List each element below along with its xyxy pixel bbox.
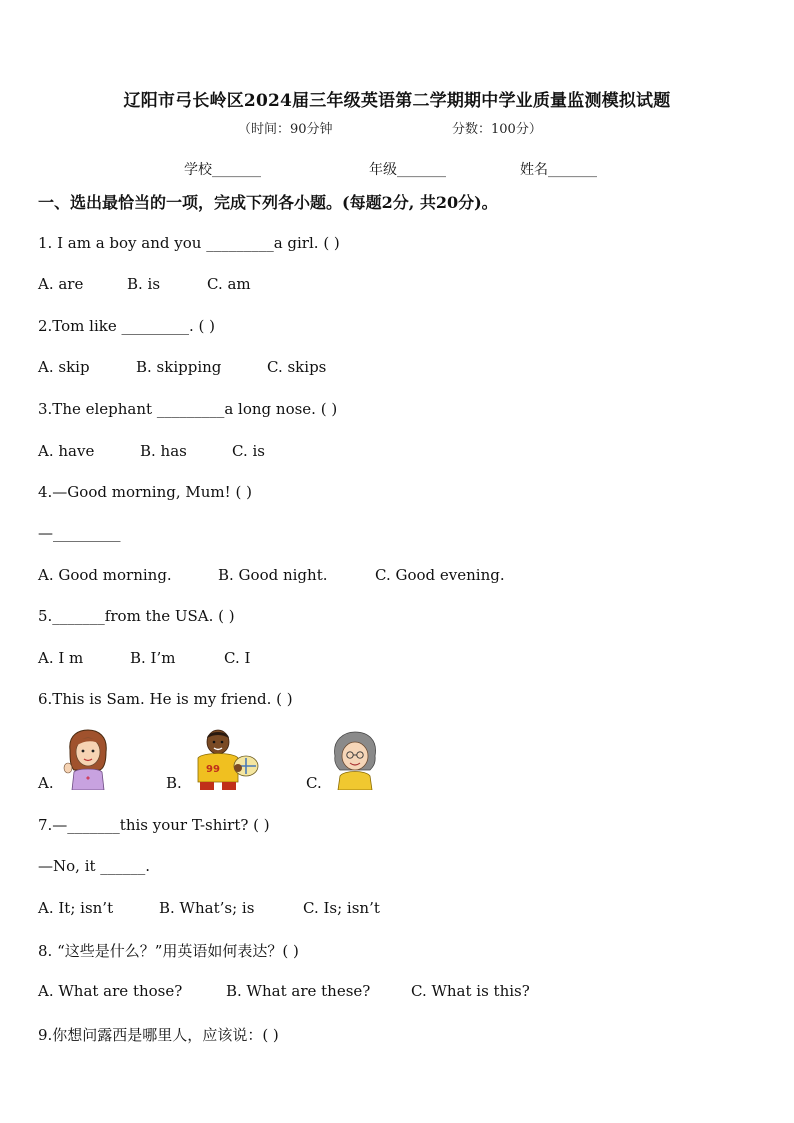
question-4: 4.—Good morning, Mum! ( ) xyxy=(38,483,252,501)
q4-option-a[interactable]: A. Good morning. xyxy=(38,566,172,584)
girl-picture[interactable] xyxy=(60,728,114,790)
q6-option-a[interactable]: A. xyxy=(38,774,54,792)
name-field[interactable]: 姓名_______ xyxy=(520,162,597,178)
question-2: 2.Tom like _________. ( ) xyxy=(38,317,216,335)
q5-option-c[interactable]: C. I xyxy=(224,649,251,667)
q6-option-c[interactable]: C. xyxy=(306,774,322,792)
grandma-picture[interactable] xyxy=(330,730,380,790)
question-7-reply: —No, it ______. xyxy=(38,857,151,875)
q7-option-b[interactable]: B. What’s; is xyxy=(159,899,255,917)
page-title: 辽阳市弓长岭区2024届三年级英语第二学期期中学业质量监测模拟试题 xyxy=(123,91,671,111)
exam-time: （时间：90分钟 xyxy=(238,122,333,137)
q7-option-c[interactable]: C. Is; isn’t xyxy=(303,899,380,917)
q8-option-b[interactable]: B. What are these? xyxy=(226,982,371,1000)
q4-option-b[interactable]: B. Good night. xyxy=(218,566,328,584)
q2-option-a[interactable]: A. skip xyxy=(38,358,90,376)
q3-option-c[interactable]: C. is xyxy=(232,442,265,460)
q3-option-a[interactable]: A. have xyxy=(38,442,95,460)
q1-option-c[interactable]: C. am xyxy=(207,275,251,293)
q3-option-b[interactable]: B. has xyxy=(140,442,187,460)
grade-field[interactable]: 年级_______ xyxy=(369,162,446,178)
q5-option-a[interactable]: A. I m xyxy=(38,649,84,667)
question-4-reply: —_________ xyxy=(38,524,121,542)
question-7: 7.—_______this your T-shirt? ( ) xyxy=(38,816,270,834)
jersey-number: 99 xyxy=(206,764,220,775)
q1-option-b[interactable]: B. is xyxy=(127,275,161,293)
section-heading: 一、选出最恰当的一项，完成下列各小题。(每题2分, 共20分)。 xyxy=(38,193,498,212)
school-field[interactable]: 学校_______ xyxy=(184,162,261,178)
q2-option-b[interactable]: B. skipping xyxy=(136,358,222,376)
q1-option-a[interactable]: A. are xyxy=(38,275,84,293)
q8-option-c[interactable]: C. What is this? xyxy=(411,982,530,1000)
question-6: 6.This is Sam. He is my friend. ( ) xyxy=(38,690,293,708)
q5-option-b[interactable]: B. I’m xyxy=(130,649,176,667)
question-8: 8. “这些是什么？”用英语如何表达？( ) xyxy=(38,942,299,960)
q4-option-c[interactable]: C. Good evening. xyxy=(375,566,505,584)
question-9: 9.你想问露西是哪里人，应该说：( ) xyxy=(38,1026,279,1044)
q6-option-b[interactable]: B. xyxy=(166,774,182,792)
question-5: 5._______from the USA. ( ) xyxy=(38,607,235,625)
q8-option-a[interactable]: A. What are those? xyxy=(38,982,183,1000)
question-3: 3.The elephant _________a long nose. ( ) xyxy=(38,400,338,418)
boy-picture[interactable] xyxy=(192,728,262,790)
question-1: 1. I am a boy and you _________a girl. ( ) xyxy=(38,234,340,252)
q2-option-c[interactable]: C. skips xyxy=(267,358,327,376)
exam-score: 分数：100分） xyxy=(452,122,542,137)
q7-option-a[interactable]: A. It; isn’t xyxy=(38,899,114,917)
